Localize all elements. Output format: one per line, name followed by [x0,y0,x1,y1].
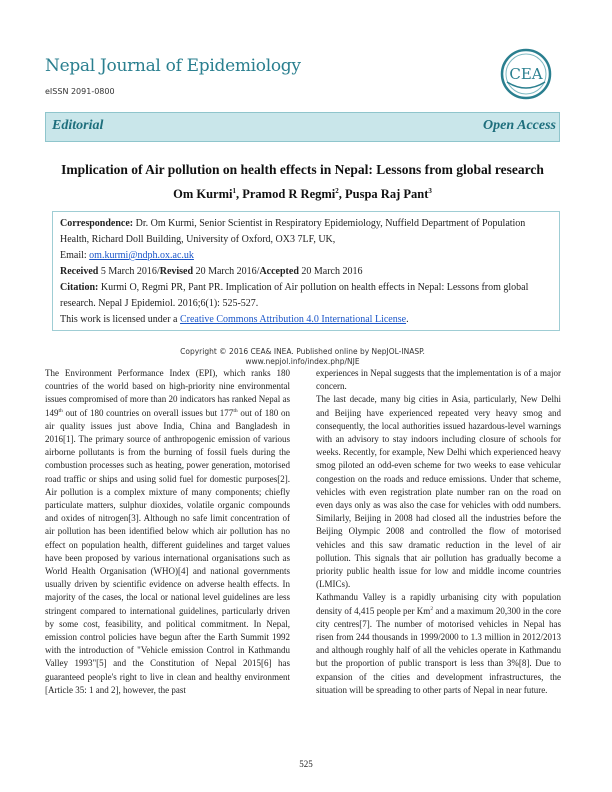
superscript: th [233,407,238,414]
copyright-notice [45,347,560,367]
body-paragraph [316,591,561,697]
article-title: Implication of Air pollution on health effects in Nepal: Lessons from global research [61,162,544,177]
email-link[interactable]: om.kurmi@ndph.ox.ac.uk [89,250,194,261]
body-text: and a maximum 20,300 in the core city centres[7]. The number of motorised vehicles in Nepal has risen from 244 thousands in 1999/2000 to 1.3 million in 2012/2013 and although roughly half of all the vehicles operate in Kathmandu but the proportion of public transport is less than 3%[8]. Due to expansion of the cities and development infrastructures, the situation will be spreading to other parts of Nepal in near future. [316,605,561,695]
body-paragraph: The last decade, many big cities in Asia, particularly, New Delhi and Beijing have experienced repeated very heavy smog and consequently, the local authorities issued hazardous-level warnings with an advisory to stay indoors including closure of schools for weeks. Recently, for example, New Delhi which experienced heavy smog piloted an odd-even scheme for two weeks to ease vehicular congestion on the roads and reduce emissions. Under that scheme, vehicles with even registration plate number ran on the road on even days only as was also the case for vehicles with odd numbers. Similarly, Beijing in 2008 had closed all the industries before the Beijing Olympic 2008 and controlled the flow of motorised vehicles and this saw dramatic reduction in the level of air pollution. This signals that air pollution has gradually become a priority public health issue for low and middle income countries (LMICs). [316,394,561,590]
correspondence-box [52,211,560,331]
correspondence-line [60,216,552,248]
body-text: The Environment Performance Index (EPI), which ranks 180 countries of the world based on high-priority nine environmental issues compromised of more than 20 indicators has ranked Nepal as 149 [45,368,290,418]
license-prefix: This work is licensed under a [60,314,178,325]
received-date: 5 March 2016 [100,266,157,277]
body-paragraph [45,367,290,697]
citation-text: Kurmi O, Regmi PR, Pant PR. Implication of Air pollution on health effects in Nepal: Lessons from global research. Nepal J Epidemiol. 2016;6(1): 525-527. [60,282,529,309]
correspondence-label: Correspondence: [60,218,134,229]
body-text: out of 180 countries on overall issues but 177 [62,407,234,418]
journal-title: Nepal Journal of Epidemiology [45,56,301,76]
email-line [60,248,552,264]
cea-logo-icon [497,48,555,100]
logo-text: CEA [509,65,543,83]
citation-label: Citation: [60,282,99,293]
issn-label: eISSN 2091-0800 [45,87,115,96]
body-text: Kathmandu Valley is a rapidly urbanising city with population density of 4,415 people per Km [316,592,561,616]
received-label: Received [60,266,99,277]
author-affiliation: 3 [428,187,432,195]
section-label: Editorial [52,118,104,133]
email-label: Email: [60,250,87,261]
author-list: Om Kurmi$^1$, Pramod R Regmi$^2$, Puspa Raj Pant$^3$ [173,187,432,202]
superscript: 2 [430,605,434,612]
accepted-label: Accepted [259,266,299,277]
open-access-label: Open Access [483,118,556,133]
author-affiliation: 2 [335,187,339,195]
author-name: Om Kurmi [173,187,233,202]
license-suffix: . [406,314,409,325]
dates-line: Received 5 March 2016/Revised 20 March 2016/Accepted 20 March 2016 [60,266,363,277]
copyright-line: Copyright © 2016 CEA& INEA. Published online by NepJOL-INASP. [180,347,425,356]
superscript: th [58,407,63,414]
body-column-right [316,367,561,697]
body-column-left [45,367,290,697]
license-line [60,312,552,328]
page-number: 525 [299,759,313,769]
journal-url: www.nepjol.info/index.php/NJE [245,357,360,366]
author-name: Puspa Raj Pant [345,187,429,202]
citation-line [60,280,552,312]
body-paragraph: experiences in Nepal suggests that the implementation is of a major concern. [316,368,561,392]
correspondence-text: Dr. Om Kurmi, Senior Scientist in Respiratory Epidemiology, Nuffield Department of Population Health, Richard Doll Building, University of Oxford, OX3 7LF, UK, [60,218,526,245]
author-name: Pramod R Regmi [242,187,336,202]
author-affiliation: 1 [232,187,236,195]
accepted-date: 20 March 2016 [301,266,363,277]
revised-label: Revised [159,266,194,277]
body-text: out of 180 on air quality issues just above India, China and Bangladesh in 2016[1]. The primary source of anthropogenic emission of various airborne pollutants is from the burning of fossil fuels during the combustion processes such as heating, power generation, motorised road traffic or ships and using solid fuel for domestic purposes[2]. Air pollution is a complex mixture of many components; chiefly particulate matters, sulphur dioxides, volatile organic compounds and oxides of nitrogen[3]. Although no safe limit concentration of air pollution has been identified below which air pollution has no effect on population health, different guidelines and target values have been proposed by various international organisations such as World Health Organisation (WHO)[4] and national governments usually driven by scientific evidence on adverse health effects. In majority of the cases, the local or national level guidelines are less stringent compared to international guidelines, particularly driven by some cost, feasibility, and political commitment. In Nepal, emission control policies have begun after the Earth Summit 1992 with the introduction of "Vehicle emission Control in Kathmandu Valley 1993"[5] and the Constitution of Nepal 2015[6] has guaranteed people's right to live in clean and healthy environment [Article 35: 1 and 2], however, the past [45,407,291,695]
license-link[interactable]: Creative Commons Attribution 4.0 International License [179,314,407,325]
revised-date: 20 March 2016 [195,266,257,277]
